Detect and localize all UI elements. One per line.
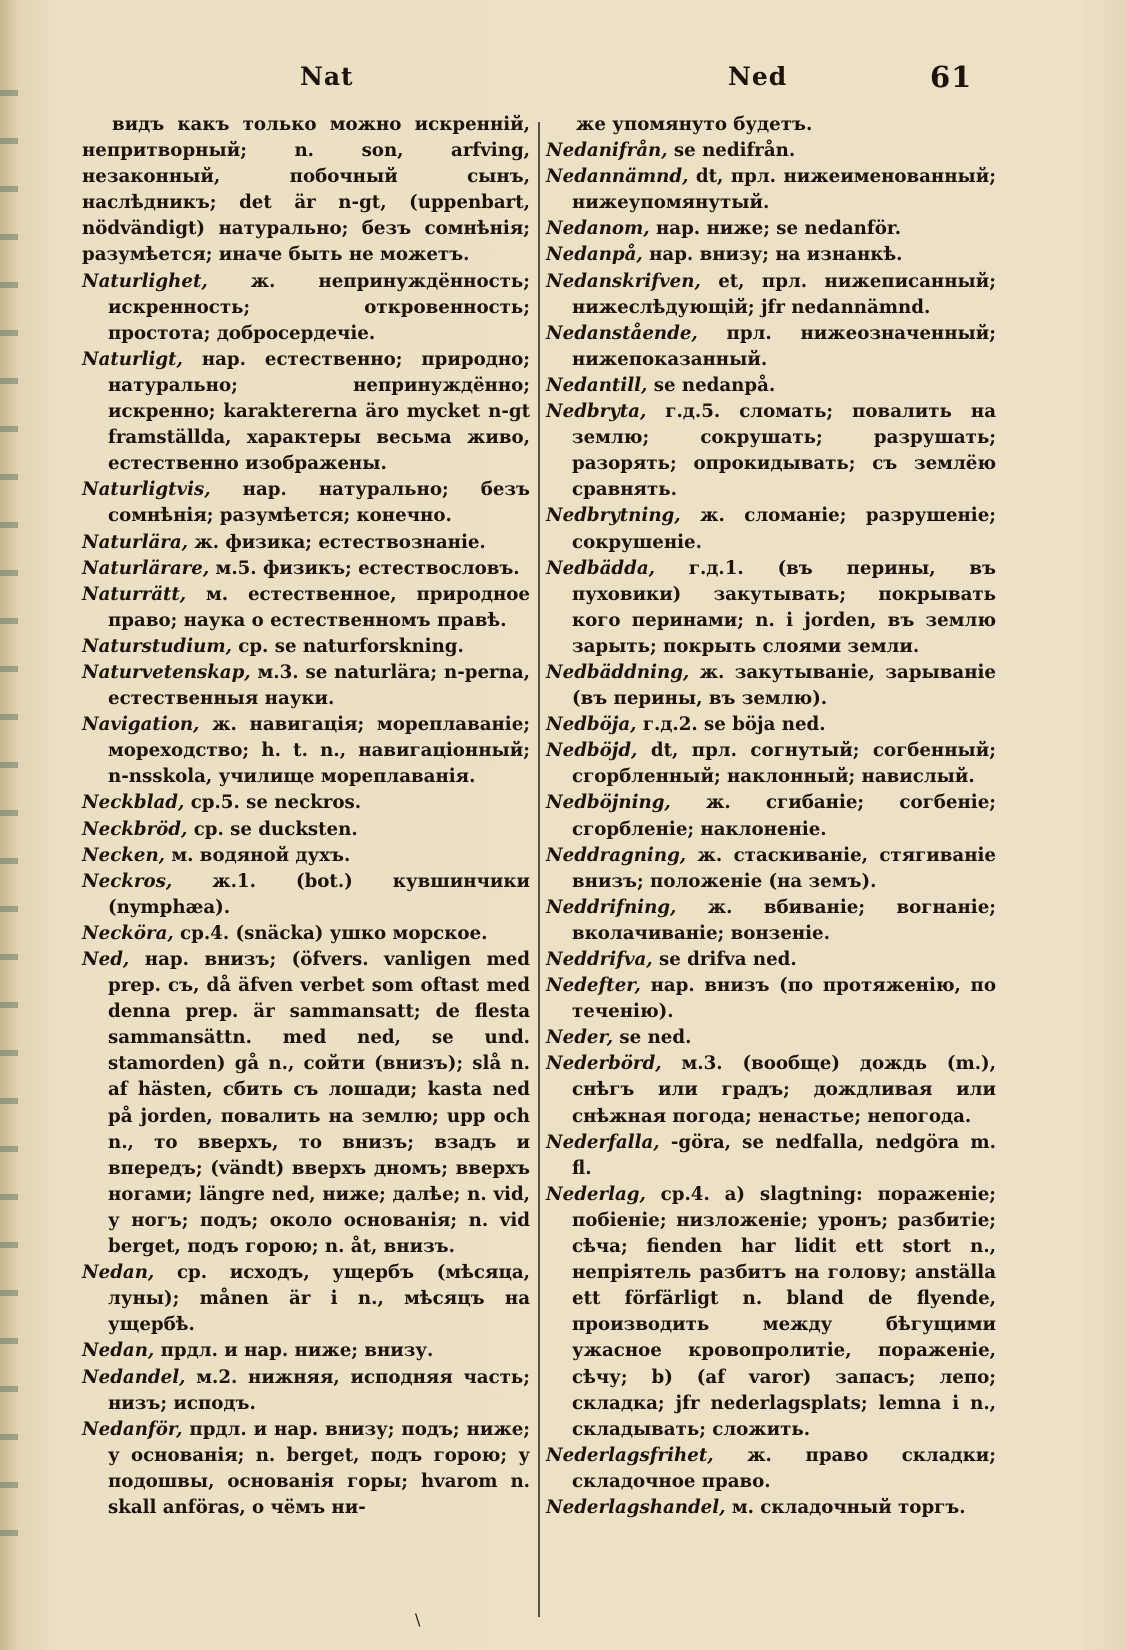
guide-word-right: Ned [728, 62, 788, 91]
dictionary-entry [546, 738, 996, 790]
headword: Neddrifva, [546, 949, 653, 970]
dictionary-entry [546, 164, 996, 216]
headword: Nedannämnd, [546, 166, 689, 188]
dictionary-entry [546, 216, 996, 242]
headword: Neddrifning, [546, 896, 677, 918]
headword: Nedböjning, [546, 792, 671, 814]
dictionary-entry [82, 582, 530, 634]
dictionary-entry [82, 347, 530, 477]
guide-word-left: Nat [300, 62, 354, 91]
entry-text: ж.1. (bot.) кувшинчики (nymphæa). [108, 870, 530, 918]
footer-mark: \ [415, 1610, 421, 1629]
headword: Neder, [546, 1027, 614, 1049]
entry-text: ж. закутыванiе, зарыванiе (въ перины, въ землю). [572, 661, 996, 710]
entry-text: dt, прл. нижеименованный; нижеупомянутый. [572, 166, 996, 214]
dictionary-entry [546, 895, 996, 947]
dictionary-entry [546, 660, 996, 712]
dictionary-entry [546, 321, 996, 373]
binding-edge [0, 90, 18, 1570]
headword: Nedanför, [82, 1418, 183, 1440]
entry-text: м.2. нижняя, исподняя часть; низъ; исподъ. [108, 1366, 530, 1414]
headword: Naturrätt, [82, 583, 187, 605]
entry-text: нар. естественно; природно; натурально; непринуждённо; искренно; karaktererna äro mycket n-gt framställda, характеры весьма живо, естественно изображены. [108, 348, 530, 475]
dictionary-entry [546, 503, 996, 555]
dictionary-entry [82, 843, 530, 869]
headword: Naturligtvis, [82, 479, 211, 501]
headword: Naturlärare, [82, 557, 210, 579]
entry-text: ж. право складки; складочное право. [572, 1444, 996, 1492]
page-header [0, 62, 1126, 102]
dictionary-entry [82, 817, 530, 843]
headword: Nedanpå, [546, 244, 643, 266]
entry-text: ж. вбиванiе; вогнанiе; вколачиванiе; вонзенiе. [572, 896, 996, 944]
headword: Nedan, [82, 1262, 155, 1284]
dictionary-entry [546, 556, 996, 660]
headword: Nedantill, [546, 374, 648, 396]
headword: Nedböja, [546, 714, 637, 736]
dictionary-entry [546, 712, 996, 738]
headword: Nedanstående, [546, 322, 698, 344]
dictionary-entry [82, 477, 530, 529]
headword: Nedbäddning, [546, 661, 690, 683]
dictionary-entry [546, 138, 996, 164]
headword: Nedanifrån, [546, 140, 668, 162]
entry-text: ср.4. a) slagtning: пораженiе; побiенiе; низложенiе; уронъ; разбитiе; сѣча; fienden har lidit ett stort n., непрiятель разбитъ на голову; anställa ett förfärligt n. bland de flyende, производить между бѣгущими ужасное кровопролитiе, пораженiе, сѣчу; b) (af varor) запасъ; лепо; складка; jfr nederlagsplats; lemna i n., складывать; сложить. [572, 1183, 996, 1440]
dictionary-entry [82, 869, 530, 921]
entry-text: ж. физика; естествознанiе. [194, 531, 486, 553]
page-number: 61 [930, 60, 973, 94]
headword: Nedan, [82, 1340, 155, 1362]
entry-text: ж. навигацiя; мореплаванiе; мореходство; h. t. n., навигацiонный; n-nsskola, училище мореплаванiя. [108, 714, 530, 788]
dictionary-entry [546, 269, 996, 321]
headword: Navigation, [82, 714, 200, 736]
dictionary-entry [546, 1443, 996, 1495]
entry-text: прдл. и нар. ниже; внизу. [160, 1340, 434, 1362]
headword: Nedbryta, [546, 401, 647, 423]
entry-text: ж. стаскиванiе, стягиванiе внизъ; положенiе (на земъ). [572, 844, 996, 892]
entry-text: ср. исходъ, ущербъ (мѣсяца, луны); månen är i n., мѣсяцъ на ущербѣ. [108, 1262, 530, 1336]
column-divider [538, 122, 540, 1617]
dictionary-entry [546, 947, 996, 973]
dictionary-entry [82, 1417, 530, 1521]
entry-text: прл. нижеозначенный; нижепоказанный. [572, 322, 996, 370]
entry-text: se drifva ned. [658, 949, 797, 970]
headword: Neckblad, [82, 792, 185, 814]
headword: Nederfalla, [546, 1131, 660, 1153]
headword: Necken, [82, 844, 165, 866]
entry-text: нар. внизъ (по протяженiю, по теченiю). [572, 975, 996, 1023]
headword: Nedbädda, [546, 557, 655, 579]
dictionary-entry [82, 634, 530, 660]
dictionary-entry [82, 712, 530, 790]
headword: Nedefter, [546, 975, 641, 997]
dictionary-entry [546, 242, 996, 268]
entry-text: ж. сгибанiе; согбенiе; сгорбленiе; наклоненiе. [572, 792, 996, 840]
entry-text: se nedifrån. [673, 140, 796, 162]
headword: Naturligt, [82, 348, 183, 370]
entry-text: м. складочный торгъ. [731, 1496, 966, 1518]
dictionary-entry [546, 1495, 996, 1521]
dictionary-entry [82, 790, 530, 816]
headword: Neckros, [82, 870, 173, 892]
dictionary-entry [82, 269, 530, 347]
headword: Naturlighet, [82, 270, 208, 292]
dictionary-entry [82, 660, 530, 712]
headword: Naturlära, [82, 531, 189, 553]
dictionary-entry [82, 556, 530, 582]
entry-text: ж. сломанiе; разрушенiе; сокрушенiе. [572, 505, 996, 553]
dictionary-entry [546, 1051, 996, 1129]
entry-text: dt, прл. согнутый; согбенный; сгорбленный; наклонный; навислый. [572, 740, 996, 788]
entry-text: -göra, se nedfalla, nedgöra m. fl. [572, 1131, 997, 1179]
dictionary-entry [546, 1025, 996, 1051]
headword: Nedanom, [546, 218, 650, 240]
entry-text: г.д.1. (въ перины, въ пуховики) закутывать; покрывать кого перинами; n. i jorden, въ землю зарыть; покрыть слоями земли. [572, 557, 996, 657]
entry-continuation [82, 112, 530, 269]
entry-text: et, прл. нижеписанный; нижеслѣдующiй; jfr nedannämnd. [572, 270, 996, 318]
headword: Neddragning, [546, 844, 687, 866]
entry-text: м. естественное, природное право; наука о естественномъ правѣ. [108, 583, 530, 631]
entry-continuation [546, 112, 996, 138]
dictionary-entry [546, 373, 996, 399]
headword: Naturvetenskap, [82, 661, 251, 683]
entry-text: г.д.2. se böja ned. [642, 714, 826, 736]
headword: Nederlag, [546, 1183, 646, 1205]
dictionary-entry [82, 1338, 530, 1364]
left-column [82, 112, 530, 1521]
headword: Nedbrytning, [546, 505, 681, 527]
entry-text: прдл. и нар. внизу; подъ; ниже; у основанiя; n. berget, подъ горою; у подошвы, основанiя горы; hvarom n. skall anföras, о чёмъ ни- [108, 1418, 530, 1518]
headword: Naturstudium, [82, 635, 232, 657]
entry-text: ср. se ducksten. [193, 818, 358, 840]
dictionary-entry [546, 973, 996, 1025]
dictionary-entry [82, 947, 530, 1260]
entry-text: м. водяной духъ. [171, 844, 351, 866]
entry-text: м.5. физикъ; естествословъ. [215, 557, 520, 579]
entry-text: нар. внизу; на изнанкѣ. [649, 244, 903, 266]
entry-text: видъ какъ только можно искреннiй, непритворный; n. son, arfving, незаконный, побочный сынъ, наслѣдникъ; det är n-gt, (uppenbart, nödvändigt) натурально; безъ сомнѣнiя; разумѣется; иначе быть не можетъ. [82, 114, 530, 266]
headword: Nederbörd, [546, 1053, 662, 1075]
dictionary-entry [546, 790, 996, 842]
entry-text: se nedanpå. [653, 374, 776, 396]
entry-text: ср.4. (snäcka) ушко морское. [180, 922, 488, 944]
dictionary-entry [82, 1365, 530, 1417]
entry-text: ср.5. se neckros. [190, 792, 362, 814]
headword: Nedanskrifven, [546, 270, 701, 292]
headword: Necköra, [82, 922, 174, 944]
entry-text: ср. se naturforskning. [238, 635, 464, 657]
entry-text: м.3. (вообще) дождь (m.), снѣгъ или градъ; дождливая или снѣжная погода; ненастье; непогода. [572, 1053, 996, 1127]
entry-text: se ned. [619, 1027, 692, 1049]
dictionary-entry [82, 530, 530, 556]
dictionary-entry [546, 1182, 996, 1443]
headword: Ned, [82, 949, 130, 970]
entry-text: г.д.5. сломать; повалить на землю; сокрушать; разрушать; разорять; опрокидывать; съ землёю сравнять. [572, 401, 996, 501]
entry-text: же упомянуто будетъ. [576, 114, 813, 135]
dictionary-entry [546, 1130, 996, 1182]
headword: Neckbröd, [82, 818, 188, 840]
entry-text: нар. ниже; se nedanför. [655, 218, 902, 240]
headword: Nedböjd, [546, 740, 638, 762]
dictionary-entry [546, 399, 996, 503]
entry-text: нар. внизъ; (öfvers. vanligen med prep. съ, då äfven verbet som oftast med denna prep. är sammansatt; de flesta sammansättn. med ned, se und. stamorden) gå n., сойти (внизъ); slå n. af hästen, сбить съ лошади; kasta ned på jorden, повалить на землю; upp och n., то вверхъ, то внизъ; взадъ и впередъ; (vändt) вверхъ дномъ; вверхъ ногами; längre ned, ниже; далѣе; n. vid, у ногъ; подъ; около основанiя; n. vid berget, подъ горою; n. åt, внизъ. [108, 949, 530, 1258]
dictionary-entry [82, 921, 530, 947]
headword: Nederlagsfrihet, [546, 1444, 714, 1466]
right-column [546, 112, 996, 1521]
entry-text: м.3. se naturlära; n-perna, естественныя науки. [108, 661, 530, 710]
dictionary-entry [82, 1260, 530, 1338]
headword: Nedandel, [82, 1366, 186, 1388]
headword: Nederlagshandel, [546, 1496, 726, 1518]
entry-text: нар. натурально; безъ сомнѣнiя; разумѣется; конечно. [108, 479, 530, 527]
dictionary-entry [546, 843, 996, 895]
entry-text: ж. непринуждённость; искренность; откровенность; простота; добросердечiе. [108, 270, 530, 344]
